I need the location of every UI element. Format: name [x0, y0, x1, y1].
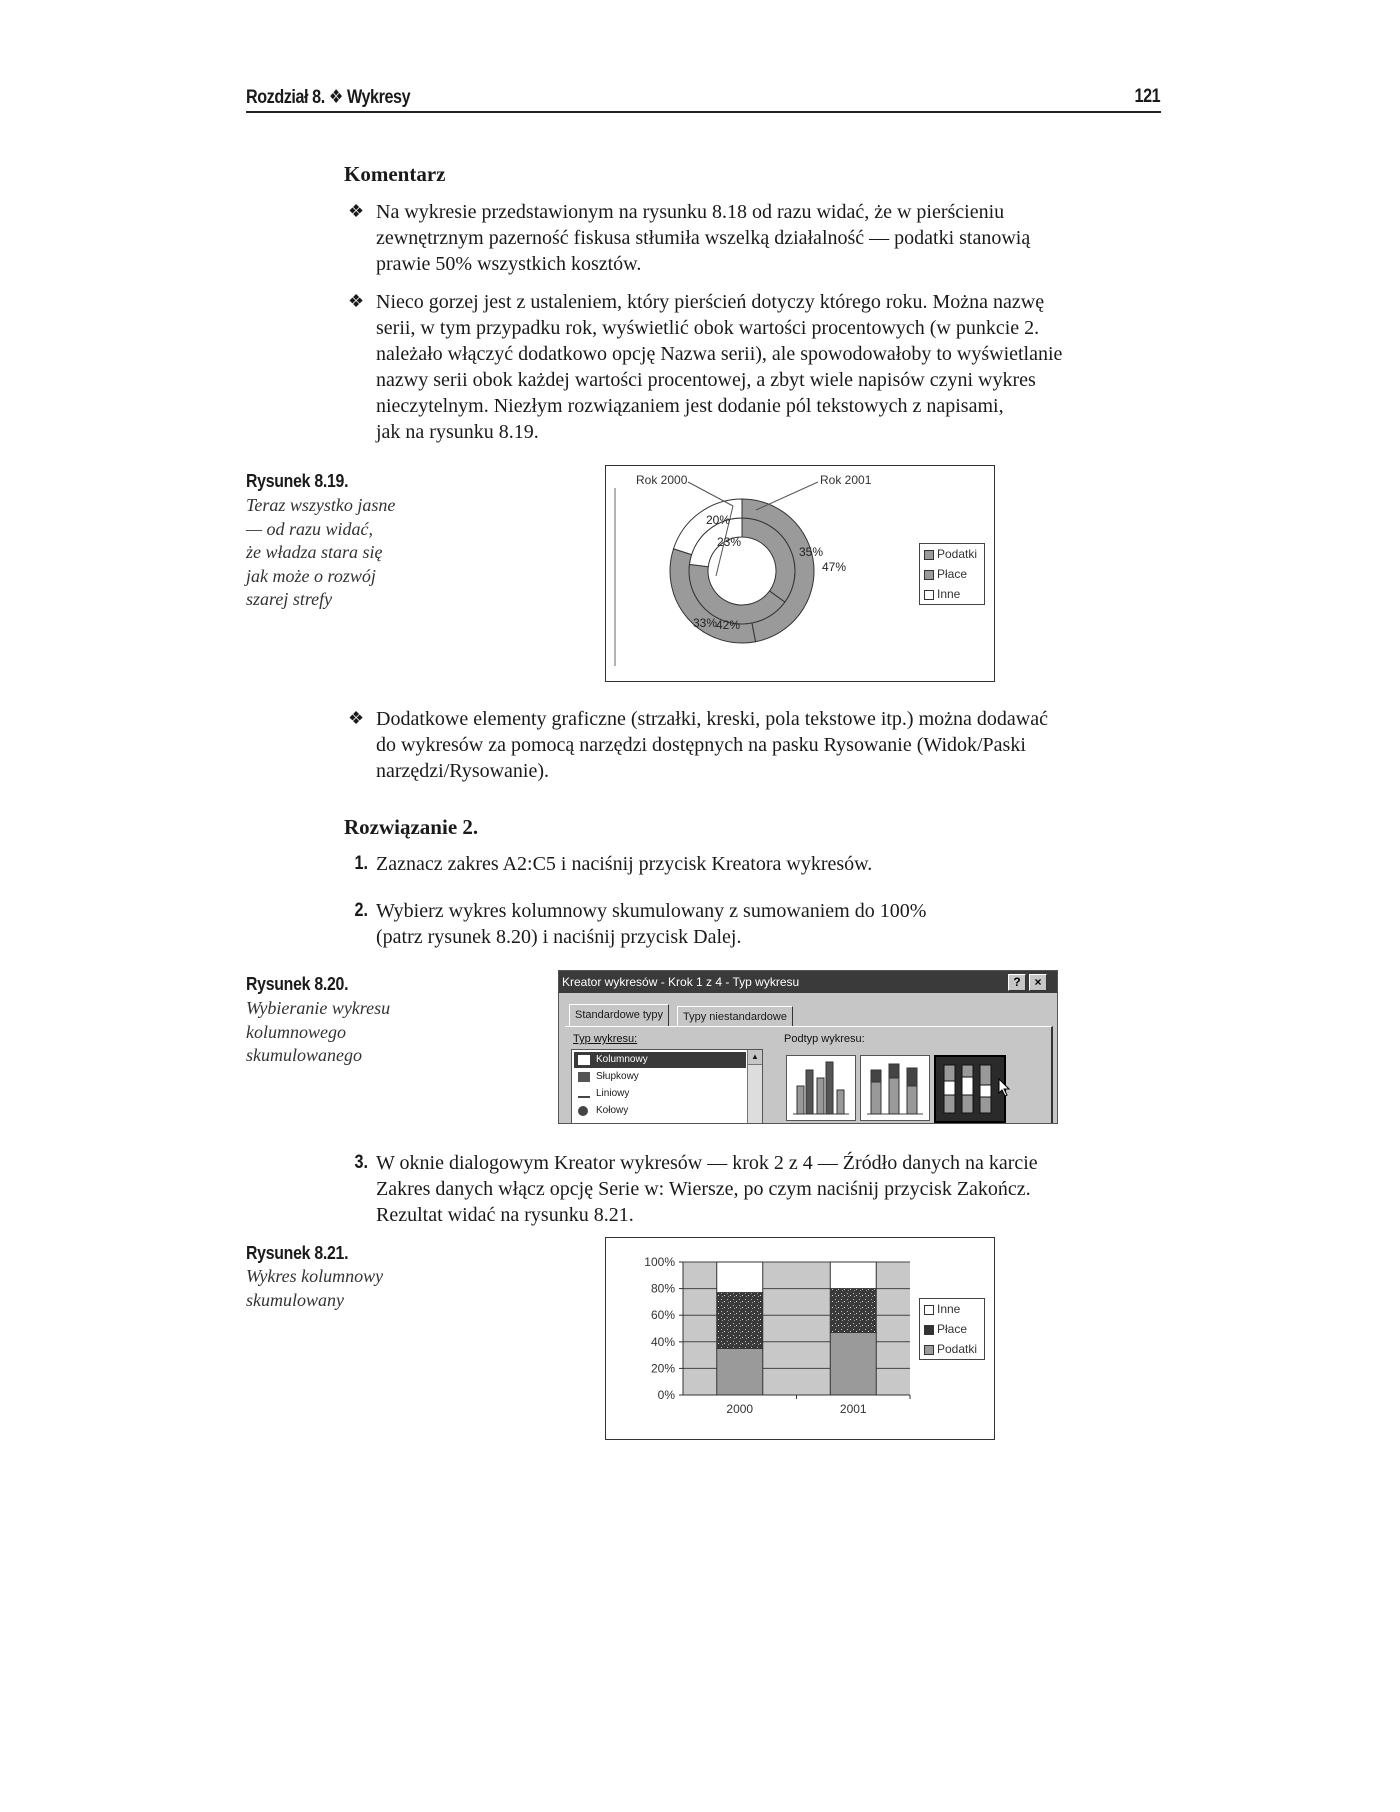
text-line: zewnętrznym pazerność fiskusa stłumiła wszelką działalność — podatki stanowią — [376, 227, 1031, 249]
step-2-text — [376, 898, 1166, 950]
text-line: prawie 50% wszystkich kosztów. — [376, 253, 642, 275]
legend-label: Inne — [937, 1302, 961, 1316]
bar-2001-podatki — [830, 1332, 876, 1395]
y-tick-label: 80% — [650, 1281, 675, 1296]
legend-label: Inne — [937, 587, 961, 601]
text-line: nieczytelnym. Niezłym rozwiązaniem jest dodanie pól tekstowych z napisami, — [376, 395, 1004, 417]
y-tick-label: 60% — [650, 1308, 675, 1323]
y-tick-label: 40% — [650, 1334, 675, 1349]
text-line: nazwy serii obok każdej wartości procentowej, a zbyt wiele napisów czyni wykres — [376, 369, 1036, 391]
figure-8-21-caption — [246, 1265, 383, 1312]
bullet-icon: ❖ — [348, 708, 365, 728]
legend-label: Podatki — [937, 1342, 978, 1356]
stacked-legend — [919, 1298, 985, 1360]
step-3-text — [376, 1150, 1166, 1228]
x-tick-label: 2000 — [726, 1402, 754, 1416]
scroll-up-icon[interactable]: ▲ — [748, 1050, 762, 1065]
help-button[interactable]: ? — [1008, 974, 1026, 991]
y-tick-label: 100% — [644, 1255, 675, 1269]
text-line: Rezultat widać na rysunku 8.21. — [376, 1204, 634, 1226]
column-chart-icon — [578, 1055, 590, 1065]
chart-type-liniowy[interactable] — [574, 1086, 629, 1102]
caption-line: szarej strefy — [246, 589, 333, 609]
step-3-number: 3. — [354, 1152, 368, 1173]
caption-line: Wykres kolumnowy — [246, 1266, 384, 1286]
step-1-text: Zaznacz zakres A2:C5 i naciśnij przycisk Kreatora wykresów. — [376, 853, 873, 875]
caption-line: skumulowanego — [246, 1045, 362, 1065]
bar-2001-płace — [830, 1289, 876, 1333]
bar-2000-podatki — [717, 1348, 763, 1395]
bar-chart-icon — [578, 1072, 590, 1082]
doughnut-chart-frame — [605, 465, 995, 682]
x-tick-label: 2001 — [839, 1402, 867, 1416]
subtype-label: Podtyp wykresu: — [784, 1033, 865, 1045]
caption-line: skumulowany — [246, 1289, 344, 1310]
drawing-tools-bullet — [376, 706, 1166, 784]
comment-heading: Komentarz — [344, 162, 446, 186]
step-1-number: 1. — [354, 853, 368, 874]
text-line: Dodatkowe elementy graficzne (strzałki, kreski, pola tekstowe itp.) można dodawać — [376, 708, 1048, 730]
page-number: 121 — [1134, 86, 1160, 107]
chart-type-kolumnowy[interactable] — [574, 1052, 746, 1068]
figure-8-19-caption — [246, 494, 395, 612]
legend-label: Podatki — [937, 547, 978, 561]
legend-label: Płace — [937, 567, 968, 581]
label-outer-podatki: 47% — [822, 560, 847, 574]
list-item-label: Liniowy — [596, 1088, 630, 1099]
text-line: Na wykresie przedstawionym na rysunku 8.18 od razu widać, że w pierścieniu — [376, 201, 1005, 223]
text-line: Nieco gorzej jest z ustaleniem, który pierścień dotyczy którego roku. Można nazwę — [376, 291, 1045, 313]
figure-8-20-caption — [246, 997, 390, 1068]
donut-rings — [670, 499, 814, 643]
close-button[interactable]: × — [1029, 974, 1047, 991]
caption-line: — od razu widać, — [246, 518, 374, 539]
caption-line: Wybieranie wykresu — [246, 998, 391, 1018]
legend-item-inne — [920, 584, 984, 604]
list-scrollbar[interactable] — [747, 1050, 762, 1124]
text-line: do wykresów za pomocą narzędzi dostępnych na pasku Rysowanie (Widok/Paski — [376, 734, 1026, 756]
callout-line-2000 — [688, 482, 733, 506]
label-inner-place: 42% — [716, 618, 741, 632]
chart-type-kolowy[interactable] — [574, 1103, 628, 1119]
text-line: serii, w tym przypadku rok, wyświetlić obok wartości procentowych (w punkcie 2. — [376, 317, 1040, 339]
callout-rok-2000: Rok 2000 — [636, 473, 688, 487]
figure-8-21-caption-title: Rysunek 8.21. — [246, 1243, 349, 1263]
list-item-label: Słupkowy — [596, 1071, 639, 1082]
subtype-clustered-column[interactable] — [786, 1055, 856, 1121]
type-label: Typ wykresu: — [573, 1033, 638, 1045]
text-line: Zakres danych włącz opcję Serie w: Wiersze, po czym naciśnij przycisk Zakończ. — [376, 1178, 1031, 1200]
legend-item-podatki — [920, 544, 984, 564]
chart-type-list[interactable] — [571, 1049, 763, 1124]
dialog-title: Kreator wykresów - Krok 1 z 4 - Typ wykresu — [562, 975, 800, 989]
legend-item-place — [920, 564, 984, 584]
y-tick-label: 20% — [650, 1361, 675, 1376]
bar-2000-inne — [717, 1262, 763, 1293]
line-chart-icon — [578, 1089, 590, 1098]
label-inner-inne: 23% — [717, 535, 742, 549]
text-line: Wybierz wykres kolumnowy skumulowany z sumowaniem do 100% — [376, 900, 927, 922]
caption-line: kolumnowego — [246, 1021, 346, 1042]
figure-8-19-caption-title: Rysunek 8.19. — [246, 471, 349, 491]
pie-chart-icon — [578, 1106, 588, 1116]
step-2-number: 2. — [354, 900, 368, 921]
label-outer-place: 33% — [693, 616, 718, 630]
text-line: W oknie dialogowym Kreator wykresów — krok 2 z 4 — Źródło danych na karcie — [376, 1152, 1038, 1174]
subtype-100-stacked-column[interactable] — [934, 1055, 1006, 1123]
header-rule — [246, 111, 1161, 113]
text-line: należało włączyć dodatkowo opcję Nazwa serii), ale spowodowałoby to wyświetlanie — [376, 343, 1063, 365]
chart-type-slupkowy[interactable] — [574, 1069, 639, 1085]
clustered-column-icon — [787, 1056, 855, 1120]
label-outer-inne: 20% — [706, 513, 731, 527]
text-line: (patrz rysunek 8.20) i naciśnij przycisk Dalej. — [376, 926, 742, 948]
solution-heading: Rozwiązanie 2. — [344, 815, 479, 839]
callout-line-2001 — [756, 482, 818, 510]
legend-label: Płace — [937, 1322, 968, 1336]
chapter-header: Rozdział 8. ❖ Wykresy — [246, 87, 411, 108]
legend-item-place — [920, 1319, 984, 1339]
label-inner-podatki: 35% — [799, 545, 824, 559]
stacked-column-icon — [861, 1056, 929, 1120]
bullet-icon: ❖ — [348, 291, 365, 311]
figure-8-20-caption-title: Rysunek 8.20. — [246, 974, 349, 994]
legend-item-podatki — [920, 1339, 984, 1359]
percent-stacked-column-icon — [936, 1057, 1004, 1121]
legend-item-inne — [920, 1299, 984, 1319]
caption-line: Teraz wszystko jasne — [246, 495, 396, 515]
text-line: narzędzi/Rysowanie). — [376, 760, 550, 782]
bar-2000-płace — [717, 1293, 763, 1349]
caption-line: że władza stara się — [246, 542, 383, 562]
comment-bullet-1 — [376, 199, 1156, 277]
tab-standard-types[interactable]: Standardowe typy — [569, 1004, 669, 1027]
tab-custom-types[interactable]: Typy niestandardowe — [677, 1006, 793, 1027]
dialog-title-bar — [559, 971, 1057, 993]
list-item-label: Kołowy — [596, 1105, 629, 1116]
caption-line: jak może o rozwój — [246, 565, 376, 586]
callout-rok-2001: Rok 2001 — [820, 473, 872, 487]
doughnut-legend — [919, 543, 985, 605]
stacked-chart-frame — [605, 1237, 995, 1440]
comment-bullet-2 — [376, 289, 1166, 445]
text-line: jak na rysunku 8.19. — [376, 421, 539, 443]
subtype-stacked-column[interactable] — [860, 1055, 930, 1121]
bullet-icon: ❖ — [348, 201, 365, 221]
y-tick-label: 0% — [657, 1388, 675, 1402]
mouse-cursor-icon — [998, 1078, 1012, 1098]
list-item-label: Kolumnowy — [596, 1054, 648, 1065]
bar-2001-inne — [830, 1262, 876, 1289]
